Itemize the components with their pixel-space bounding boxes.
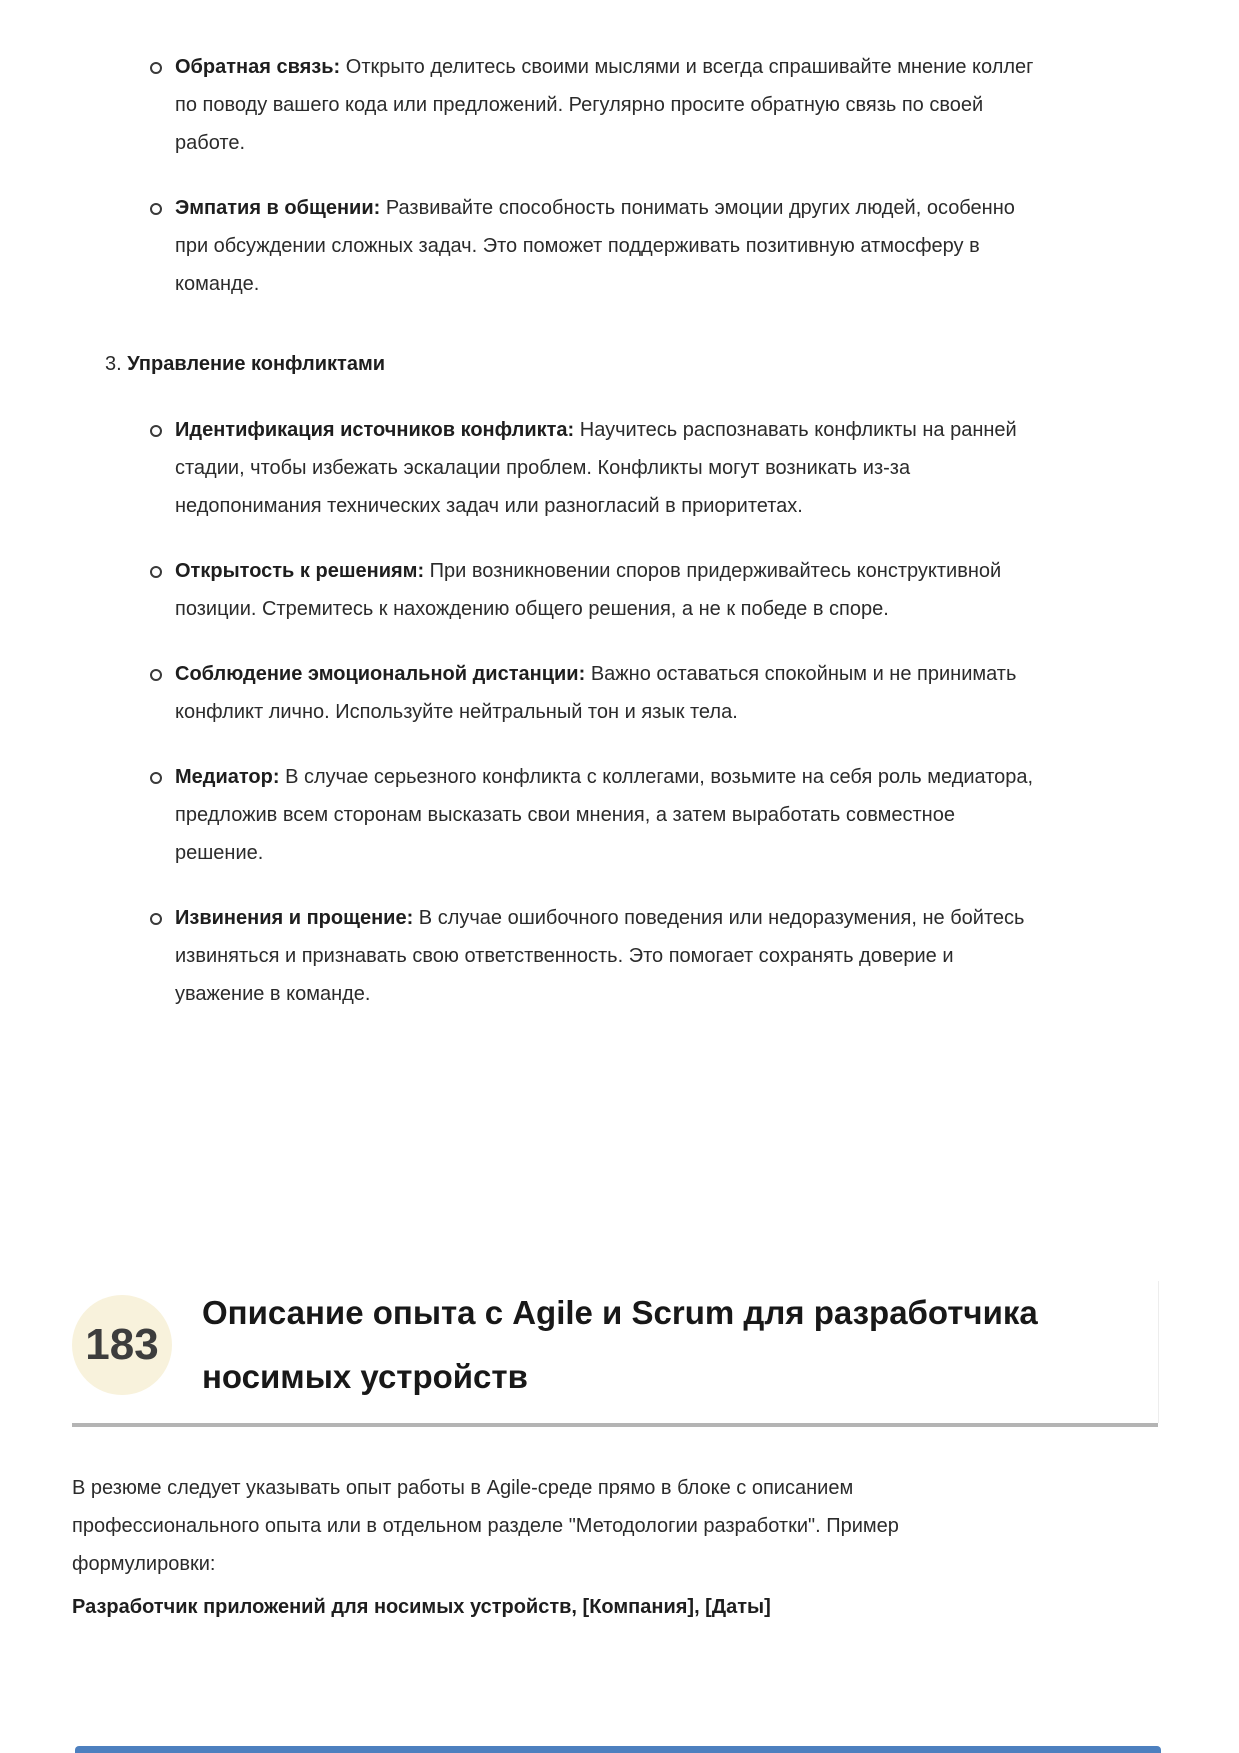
bullet-icon [150, 62, 162, 74]
list-item-term: Извинения и прощение: [175, 907, 414, 929]
bullet-icon [150, 566, 162, 578]
list-item [150, 899, 1165, 1013]
list-item [150, 189, 1165, 303]
bullet-icon [150, 913, 162, 925]
page-content [72, 48, 1165, 1626]
list-item-text [175, 411, 1035, 525]
bottom-accent-bar [75, 1746, 1161, 1753]
list-item-term: Медиатор: [175, 766, 280, 788]
list-item [150, 758, 1165, 872]
list-item-term: Открытость к решениям: [175, 560, 425, 582]
list-item-text [175, 655, 1035, 731]
job-title-line: Разработчик приложений для носимых устройств, [Компания], [Даты] [72, 1596, 771, 1618]
bullet-icon [150, 203, 162, 215]
conflict-bullet-list [150, 411, 1165, 1013]
list-item-text [175, 899, 1035, 1013]
communication-bullet-list [150, 48, 1165, 303]
list-item-body: Научитесь распознавать конфликты на ранней стадии, чтобы избежать эскалации проблем. Конфликты могут возникать из-за недопонимания технических задач или разногласий в приоритетах. [175, 419, 1017, 517]
list-item-body: Развивайте способность понимать эмоции других людей, особенно при обсуждении сложных задач. Это поможет поддерживать позитивную атмосферу в команде. [175, 197, 1015, 295]
intro-paragraph: В резюме следует указывать опыт работы в Agile-среде прямо в блоке с описанием профессионального опыта или в отдельном разделе "Методологии разработки". Пример формулировки: [72, 1477, 899, 1575]
list-item-body: В случае ошибочного поведения или недоразумения, не бойтесь извиняться и признавать свою ответственность. Это помогает сохранять доверие и уважение в команде. [175, 907, 1025, 1005]
bullet-icon [150, 425, 162, 437]
list-item-body: Важно оставаться спокойным и не принимать конфликт лично. Используйте нейтральный тон и язык тела. [175, 663, 1017, 723]
list-item-term: Эмпатия в общении: [175, 197, 381, 219]
list-item-term: Обратная связь: [175, 56, 341, 78]
list-item-text [175, 552, 1035, 628]
list-item [150, 552, 1165, 628]
list-item-term: Соблюдение эмоциональной дистанции: [175, 663, 586, 685]
list-item [150, 411, 1165, 525]
list-item-text [175, 758, 1035, 872]
section-header [72, 1281, 1159, 1423]
list-item-text [175, 189, 1035, 303]
numbered-heading [105, 345, 1165, 383]
list-item-term: Идентификация источников конфликта: [175, 419, 575, 441]
list-item-body: При возникновении споров придерживайтесь конструктивной позиции. Стремитесь к нахождению общего решения, а не к победе в споре. [175, 560, 1002, 620]
bullet-icon [150, 772, 162, 784]
bullet-icon [150, 669, 162, 681]
section-title: Описание опыта с Agile и Scrum для разработчика носимых устройств [202, 1294, 1038, 1395]
numbered-heading-number: 3. [105, 353, 128, 375]
list-item-body: Открыто делитесь своими мыслями и всегда спрашивайте мнение коллег по поводу вашего кода или предложений. Регулярно просите обратную связь по своей работе. [175, 56, 1034, 154]
list-item [150, 655, 1165, 731]
numbered-heading-label: Управление конфликтами [127, 353, 386, 375]
list-item-text [175, 48, 1035, 162]
list-item [150, 48, 1165, 162]
section-divider [72, 1423, 1158, 1427]
section-number-badge: 183 [72, 1295, 172, 1395]
list-item-body: В случае серьезного конфликта с коллегами, возьмите на себя роль медиатора, предложив всем сторонам высказать свои мнения, а затем выработать совместное решение. [175, 766, 1034, 864]
